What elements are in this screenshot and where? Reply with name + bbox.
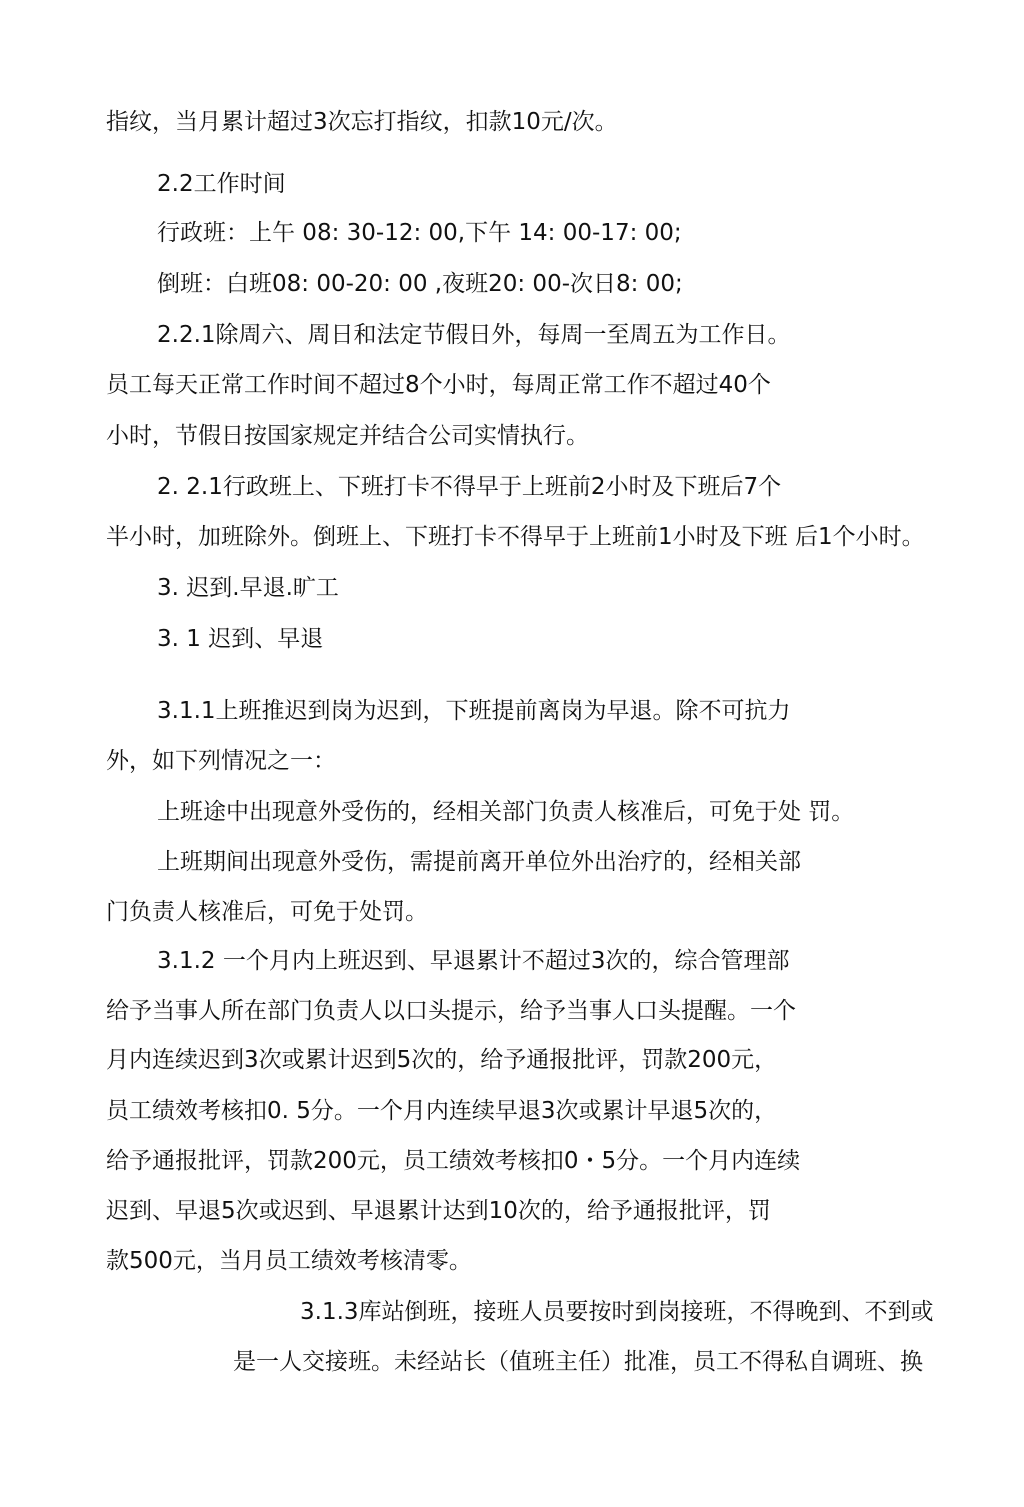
text-line: 半小时，加班除外。倒班上、下班打卡不得早于上班前1小时及下班 后1个小时。 <box>106 524 925 550</box>
text-line: 小时，节假日按国家规定并结合公司实情执行。 <box>106 423 589 449</box>
text-line: 门负责人核准后，可免于处罚。 <box>106 899 428 925</box>
text-line: 3.1.3库站倒班，接班人员要按时到岗接班，不得晚到、不到或 <box>300 1299 934 1325</box>
text-line: 3.1.2 一个月内上班迟到、早退累计不超过3次的，综合管理部 <box>157 948 790 974</box>
text-line: 员工绩效考核扣0. 5分。一个月内连续早退3次或累计早退5次的， <box>106 1098 778 1124</box>
text-line: 款500元，当月员工绩效考核清零。 <box>106 1248 472 1274</box>
text-line: 2. 2.1行政班上、下班打卡不得早于上班前2小时及下班后7个 <box>157 474 782 500</box>
text-line: 员工每天正常工作时间不超过8个小时，每周正常工作不超过40个 <box>106 372 771 398</box>
section-heading: 2.2工作时间 <box>157 171 286 197</box>
text-line: 外，如下列情况之一： <box>106 748 336 774</box>
text-line: 给予当事人所在部门负责人以口头提示，给予当事人口头提醒。一个 <box>106 998 796 1024</box>
text-line: 是一人交接班。未经站长（值班主任）批准，员工不得私自调班、换 <box>233 1349 923 1375</box>
text-line: 指纹，当月累计超过3次忘打指纹，扣款10元/次。 <box>106 109 618 135</box>
text-line: 上班途中出现意外受伤的，经相关部门负责人核准后，可免于处 罚。 <box>157 799 855 825</box>
text-line: 给予通报批评，罚款200元，员工绩效考核扣0・5分。一个月内连续 <box>106 1148 801 1174</box>
text-line: 月内连续迟到3次或累计迟到5次的，给予通报批评，罚款200元， <box>106 1047 778 1073</box>
text-line: 3.1.1上班推迟到岗为迟到，下班提前离岗为早退。除不可抗力 <box>157 698 791 724</box>
text-line: 倒班：白班08: 00-20: 00 ,夜班20: 00-次日8: 00; <box>157 271 683 297</box>
section-heading: 3. 迟到.早退.旷工 <box>157 575 339 601</box>
text-line: 2.2.1除周六、周日和法定节假日外，每周一至周五为工作日。 <box>157 322 791 348</box>
section-heading: 3. 1 迟到、早退 <box>157 626 324 652</box>
text-line: 迟到、早退5次或迟到、早退累计达到10次的，给予通报批评，罚 <box>106 1198 771 1224</box>
text-line: 上班期间出现意外受伤，需提前离开单位外出治疗的，经相关部 <box>157 849 801 875</box>
text-line: 行政班：上午 08: 30-12: 00,下午 14: 00-17: 00; <box>157 220 682 246</box>
